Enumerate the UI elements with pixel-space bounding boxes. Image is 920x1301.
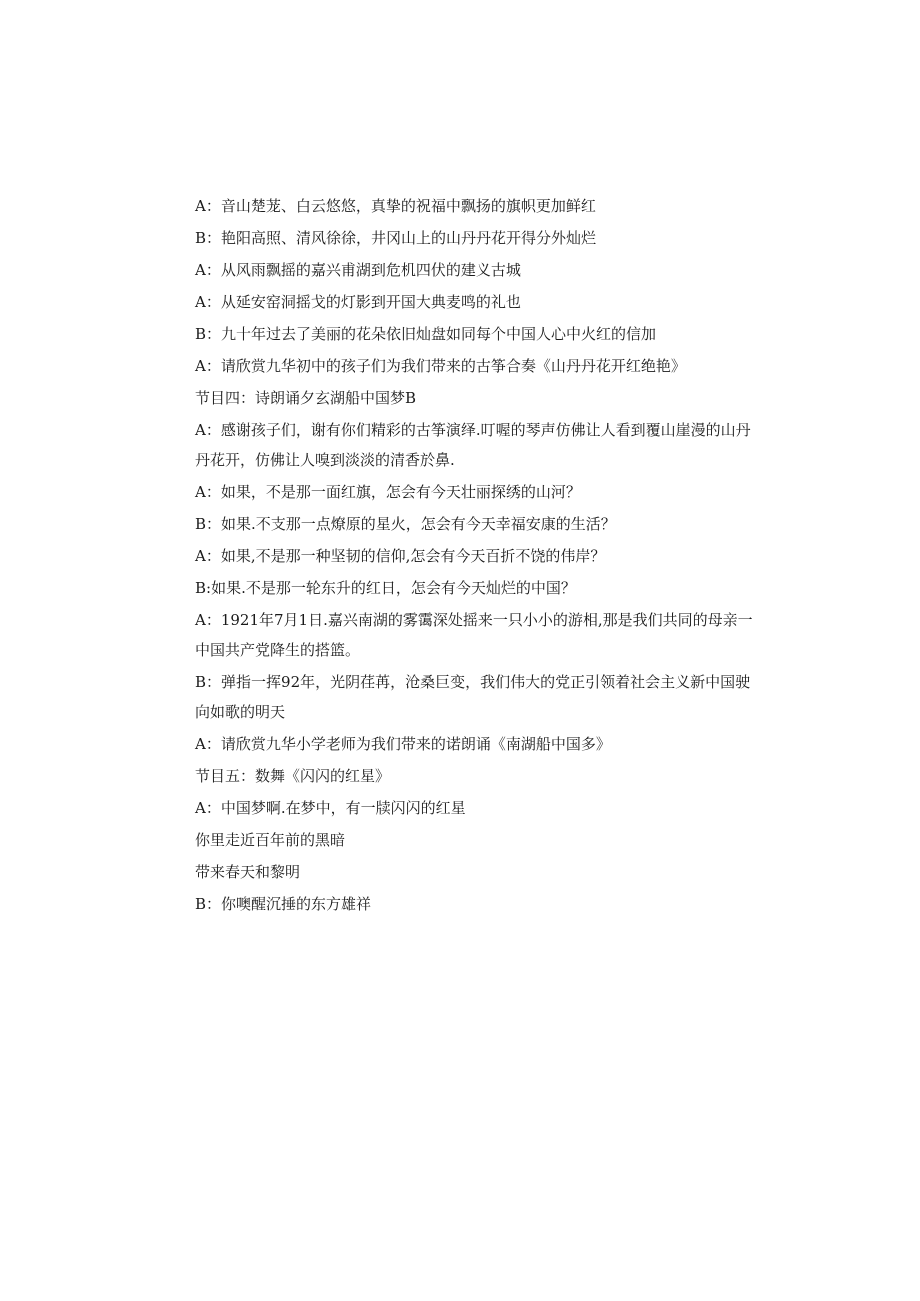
dialogue-line: B：弹指一挥92年，光阴荏苒，沧桑巨变，我们伟大的党正引领着社会主义新中国驶向如歌的明天 (195, 673, 751, 721)
dialogue-line: A：如果,不是那一种坚韧的信仰,怎会有今天百折不饶的伟岸？ (195, 547, 606, 565)
dialogue-line: A：如果，不是那一面红旗，怎会有今天壮丽探绣的山河？ (195, 483, 581, 501)
dialogue-line: B：你噢醒沉捶的东方雄祥 (195, 895, 372, 913)
dialogue-line: A：从延安窑洞摇戈的灯影到开国大典麦鸣的礼也 (195, 293, 521, 311)
dialogue-line: B：艳阳高照、清风徐徐，井冈山上的山丹丹花开得分外灿烂 (195, 229, 597, 247)
dialogue-line: A：音山楚茏、白云悠悠，真挚的祝福中飘扬的旗帜更加鲜红 (195, 197, 596, 215)
dialogue-line: B：如果.不支那一点燎原的星火，怎会有今天幸福安康的生活？ (195, 515, 616, 533)
dialogue-line: A：请欣赏九华初中的孩子们为我们带来的古筝合奏《山丹丹花开红绝艳》 (195, 357, 686, 375)
dialogue-line: A：请欣赏九华小学老师为我们带来的诺朗诵《南湖船中国多》 (195, 735, 611, 753)
program-heading: 节目五：数舞《闪闪的红星》 (195, 767, 391, 785)
poem-line: 带来春天和黎明 (195, 863, 301, 881)
dialogue-line: A：1921年7月1日.嘉兴南湖的雾霭深处摇来一只小小的游相,那是我们共同的母亲一中国共产党降生的搭篮。 (195, 611, 753, 659)
dialogue-line: B：九十年过去了美丽的花朵依旧灿盘如同每个中国人心中火红的信加 (195, 325, 657, 343)
dialogue-line: A：从风雨飘摇的嘉兴甫湖到危机四伏的建义古城 (195, 261, 521, 279)
dialogue-line: A：感谢孩子们，谢有你们精彩的古筝演绎.叮喔的琴声仿佛让人看到覆山崖漫的山丹丹花开，仿佛让人嗅到淡淡的清香於鼻. (195, 421, 751, 469)
document-body (195, 196, 755, 926)
dialogue-line: B:如果.不是那一轮东升的红日，怎会有今天灿烂的中国？ (195, 579, 576, 597)
program-heading: 节目四：诗朗诵夕玄湖船中国梦B (195, 389, 417, 407)
poem-line: 你里走近百年前的黑暗 (195, 831, 346, 849)
dialogue-line: A：中国梦啊.在梦中，有一牍闪闪的红星 (195, 799, 466, 817)
